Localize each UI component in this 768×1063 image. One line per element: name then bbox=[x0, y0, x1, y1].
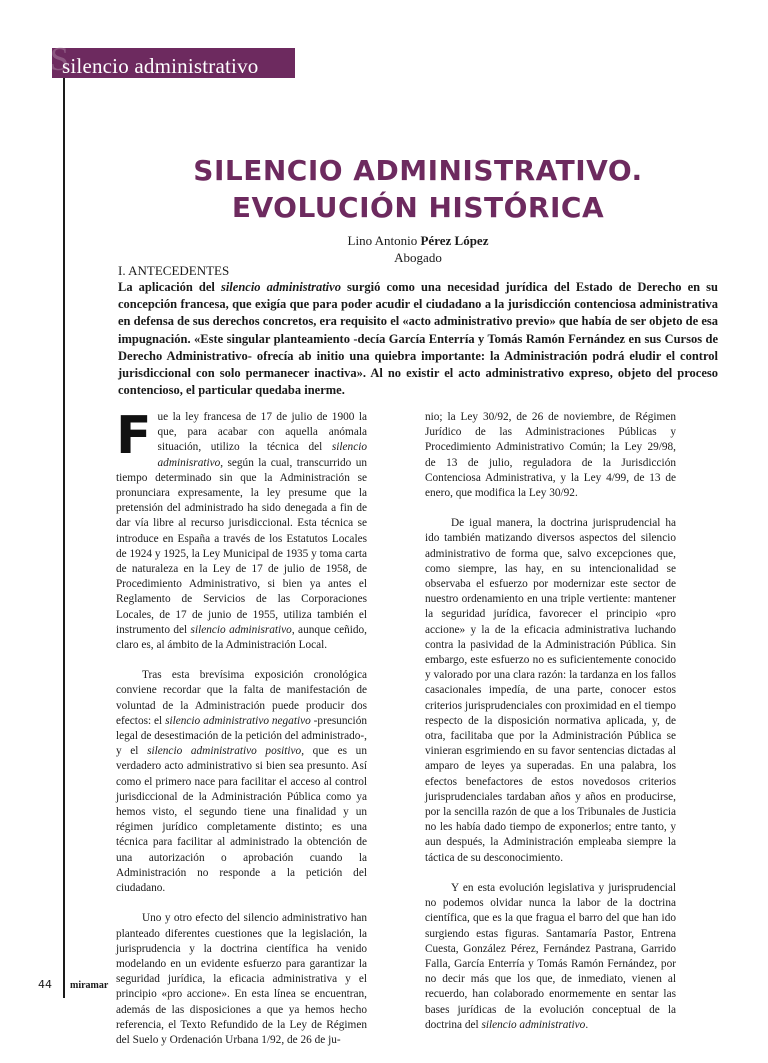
body-emphasis: silencio administrativo negativo bbox=[165, 714, 311, 727]
section-heading: I. ANTECEDENTES bbox=[118, 263, 230, 278]
body-paragraph: nio; la Ley 30/92, de 26 de noviembre, de Régimen Jurídico de las Administraciones Públicas y Procedimiento Administrativo Común; la Ley 29/98, de 13 de julio, reguladora de la Jurisdicción Contenciosa Administrativa, y la Ley 4/99, de 13 de enero, que modifica la Ley 30/92. bbox=[425, 411, 676, 500]
author-last-name: Pérez López bbox=[420, 233, 489, 248]
publication-name: miramar bbox=[70, 980, 109, 991]
abstract-text: surgió como una necesidad jurídica del Estado de Derecho en su concepción francesa, que exigía que para poder acudir el ciudadano a la jurisdicción contenciosa administrativa en defensa de sus derechos concretos, era requisito el «acto administrativo previo» que había de ser objeto de esa impugnación. «Este singular planteamiento -decía García Enterría y Tomás Ramón Fernández en sus Cursos de Derecho Administrativo- ofrecía ab initio una quiebra importante: la Administración podrá eludir el control jurisdiccional con solo permanecer inactiva». Al no existir el acto administrativo expreso, objeto del proceso contencioso, el particular quedaba inerme. bbox=[118, 280, 719, 398]
abstract-emphasis: silencio administrativo bbox=[220, 280, 341, 294]
article-title-line-2: EVOLUCIÓN HISTÓRICA bbox=[231, 191, 605, 224]
body-emphasis: silencio adminisrativo bbox=[190, 623, 292, 636]
left-margin-rule bbox=[63, 78, 65, 970]
body-paragraph: Uno y otro efecto del silencio administrativo han planteado diferentes cuestiones que la legislación, la jurisprudencia y la doctrina científica ha venido modelando en un evidente esfuerzo para garantizar la seguridad jurídica, la eficacia administrativa y el principio «pro accione». En esta línea se encuentran, además de las disposiciones a que ya hemos hecho referencia, el Texto Refundido de la Ley de Régimen del Suelo y Ordenación Urbana 1/92, de 26 de ju- bbox=[116, 912, 367, 1046]
body-text: , que es un verdadero acto administrativo si bien sea presunto. Así como el primero nace para facilitar el acceso al control jurisdiccional de la Administración Pública como ya hemos visto, el segundo tiene una finalidad y un régimen jurídico completamente distinto; es una técnica para facilitar al administrado la obtención de una autorización o aprobación cuando la Administración no responde a la petición del ciudadano. bbox=[116, 745, 367, 895]
article-title bbox=[118, 152, 718, 226]
body-paragraph: De igual manera, la doctrina jurisprudencial ha ido también matizando diversos aspectos del silencio administrativo de forma que, salvo excepciones que, como siempre, las hay, en su intencionalidad se observaba el esfuerzo por modernizar este sector de nuestro ordenamiento en una triple vertiente: mantener la seguridad jurídica, favorecer el principio «pro accione» y la de la eficacia administrativa luchando contra la pasividad de la Administración Pública. Sin embargo, este esfuerzo no es suficientemente conocido y valorado por una clara razón: la tardanza en los fallos casacionales impedía, de una parte, conocer estos criterios jurisprudenciales con proximidad en el tiempo respecto de la disposición normativa aplicada, y, de otra, facilitaba que por la Administración Pública se vinieran esgrimiendo en su favor sentencias dictadas al amparo de leyes ya superadas. En una palabra, los efectos benefactores de estos novedosos criterios jurisprudenciales tardaban años y años en producirse, por la sencilla razón de que a los Tribunales de Justicia no les había dado tiempo de exponerlos; entre tanto, y aun después, la Administración empleaba siempre la táctica de su desconocimiento. bbox=[425, 517, 676, 864]
author-first-name: Lino Antonio bbox=[347, 233, 418, 248]
body-text: ue la ley francesa de 17 de julio de 1900 la que, para acabar con aquella anómala situación, utilizo la técnica del bbox=[157, 411, 367, 454]
body-text: Y en esta evolución legislativa y jurisprudencial no podemos olvidar nunca la labor de la doctrina científica, que es la que fragua el barro del que han ido surgiendo estas figuras. Santamaría Pastor, Entrena Cuesta, González Pérez, Fernández Pastrana, Garrido Falla, García Enterría y Tomás Ramón Fernández, por no decir más que los que, de inmediato, vienen al recuerdo, han colaborado enormemente en sentar las bases jurídicas de la evolución conceptual de la doctrina del bbox=[425, 881, 676, 1031]
body-emphasis: silencio administrativo bbox=[481, 1018, 586, 1031]
body-column-left bbox=[116, 406, 367, 1063]
section-header-initial: S bbox=[50, 41, 69, 78]
author-byline bbox=[118, 232, 718, 266]
body-text: , según la cual, transcurrido un tiempo determinado sin que la Administración se pronunciara expresamente, la ley presume que la pretensión del administrado ha sido denegada a fin de dar vía libre al recurso jurisdiccional. Esta técnica se introduce en España a través de los Estatutos Locales de 1924 y 1925, la Ley Municipal de 1935 y toma carta de naturaleza en la Ley de 17 de julio de 1958, de Procedimiento Administrativo, si bien ya antes el Reglamento de Servicios de las Corporaciones Locales, de 17 de junio de 1955, utiliza también el instrumento del bbox=[116, 456, 367, 636]
article-abstract bbox=[118, 279, 718, 399]
body-text: Tras esta brevísima exposición cronológica conviene recordar que la falta de manifestación de voluntad de la Administración puede producir dos efectos: el bbox=[116, 669, 367, 727]
abstract-paragraph bbox=[118, 279, 718, 399]
section-header-label: silencio administrativo bbox=[62, 54, 259, 78]
author-name bbox=[118, 232, 718, 249]
author-role: Abogado bbox=[394, 250, 442, 265]
body-paragraph bbox=[425, 881, 676, 1033]
drop-cap: F bbox=[116, 406, 152, 466]
body-paragraph bbox=[116, 668, 367, 896]
footer-margin-rule bbox=[63, 968, 65, 998]
page-number: 44 bbox=[38, 978, 52, 991]
body-text: -presunción legal de desestimación de la petición del administrado-, y el bbox=[116, 714, 367, 758]
body-emphasis: silencio administrativo positivo bbox=[147, 745, 302, 758]
article-title-line-1: SILENCIO ADMINISTRATIVO. bbox=[193, 154, 643, 187]
body-text: . bbox=[585, 1018, 589, 1031]
body-paragraph bbox=[116, 406, 367, 653]
body-text: , aunque ceñido, claro es, al ámbito de la Administración Local. bbox=[116, 623, 367, 652]
abstract-text: La aplicación del bbox=[118, 280, 221, 294]
body-column-right bbox=[425, 410, 676, 1048]
body-emphasis: silencio adminisrativo bbox=[157, 441, 367, 469]
